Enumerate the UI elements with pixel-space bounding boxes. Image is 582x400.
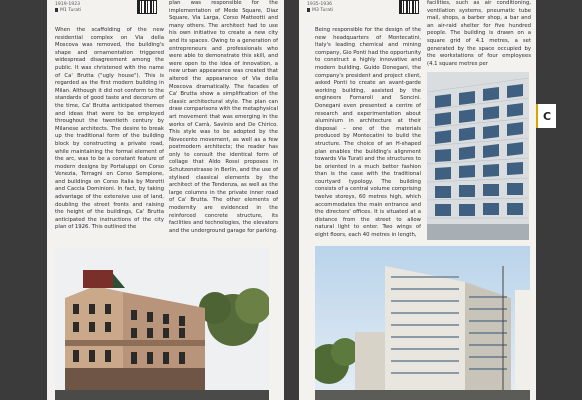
text-column-2 [169, 0, 278, 243]
entry-meta [55, 2, 81, 15]
body-paragraph: When the scaffolding of the new residential complex on Via della Moscova was removed, the building's shape and ornamentation triggered widespread disagreement among the public. It was christened with the name of Ca' Brutta ("ugly house"). This is regarded as the first modern building in Milan. Although it did not conform to the standards of good taste and decorum of the time, Ca' Brutta anticipated themes and ideas that were to be employed throughout the twentieth century by Milanese architects. The desire to break up the traditional form of the building block by constructing a private road, while maintaining the formal element of the arc, was to be a constant feature of modern designs by Portaluppi on Corso Venezia, Terragni on Corso Sempione, and buildings on Corso Italia by Moretti and Caccia Dominioni. In fact, by taking advantage of the extensive use of land, doubling the street fronts and raising the height of the buildings, Ca' Brutta anticipated the instructions of the city plan of 1926. This outlined the [55, 27, 164, 231]
metro-pin-icon [307, 8, 310, 12]
text-column-1 [315, 27, 421, 241]
section-tab-letter: C [542, 109, 552, 123]
metro-label: M3 Turati [312, 8, 334, 14]
metro-pin-icon [55, 8, 58, 12]
right-page [299, 0, 536, 400]
qr-code-icon [399, 0, 419, 14]
left-page [47, 0, 284, 400]
metro-label: M1 Turati [60, 8, 82, 14]
body-paragraph: facilities, such as air conditioning, ventilation systems, pneumatic tube mail, shops, a barber shop, a bar and an air-raid shelter for five hundred people. The building is drawn on a square grid of 4.1 metres, a set generated by the space occupied by the workstations of four employees (4.1 square metres per [427, 0, 531, 67]
facade-photo-montecatini [427, 72, 529, 240]
entry-meta [307, 2, 333, 15]
text-column-2 [427, 0, 531, 68]
entry-years: 1935-1936 [307, 2, 333, 7]
building-photo-ca-brutta [55, 248, 269, 400]
metro-line [55, 8, 81, 14]
metro-line [307, 8, 333, 14]
building-photo-montecatini [315, 246, 530, 400]
text-column-1 [55, 27, 164, 245]
section-tab [536, 104, 556, 128]
body-paragraph: Being responsible for the design of the new headquarters of Montecatini, Italy's leading chemical and mining company, Gio Ponti had the opportunity to construct a highly innovative and modern building. Guido Donegani, the company's president and project client, asked Ponti to create an avant-garde working building, assisted by the engineers Fornaroli and Soncini. Donegani even presented a centre of research and experimentation about aluminium in architecture at their disposal – one of the materials produced by Montecatini to build the structure. The choice of an H-shaped plan enables the building's alignment towards Via Turati and the structures to be oriented in a much better fashion than is the case with the traditional courtyard typology. The building consists of a central volume comprising twelve storeys, 60 metres high, which accommodates the main entrance and the directors' offices. It is situated at a distance from the street to allow natural light to enter. Two wings of eight floors, each 40 metres in length, [315, 27, 421, 239]
entry-years: 1919-1923 [55, 2, 81, 7]
qr-code-icon [137, 0, 157, 14]
body-paragraph: plan was responsible for the implementation of Mede Square, Diaz Square, Via Larga, Corso Matteotti and many others. The architect had to use his own initiative to create a new city and its spaces. Owing to a generation of entrepreneurs and professionals who were able to demonstrate this skill, and were open to the idea of innovation, a new urban appearance was created that altered the appearance of Via della Moscova dramatically. The facades of Ca' Brutta show a simplification of the classic architectural style. The plan can draw comparisons with the metaphysical art movement that was emerging in the works of Carrà, Savinio and De Chirico. This style was to be adopted by the Novecento movement, as well as a few postmodern architects; the reader has only to consult the identical form of collage that Aldo Rossi proposes in Schutzenstrasse in Berlin, and the use of stylised classical elements by the architect of the Tendenza, as well as the large columns in the private inner road of Ca' Brutta. The other elements of modernity are evidenced in the reinforced concrete structure, its facilities and technologies, the elevators and the underground garage for parking. [169, 0, 278, 234]
